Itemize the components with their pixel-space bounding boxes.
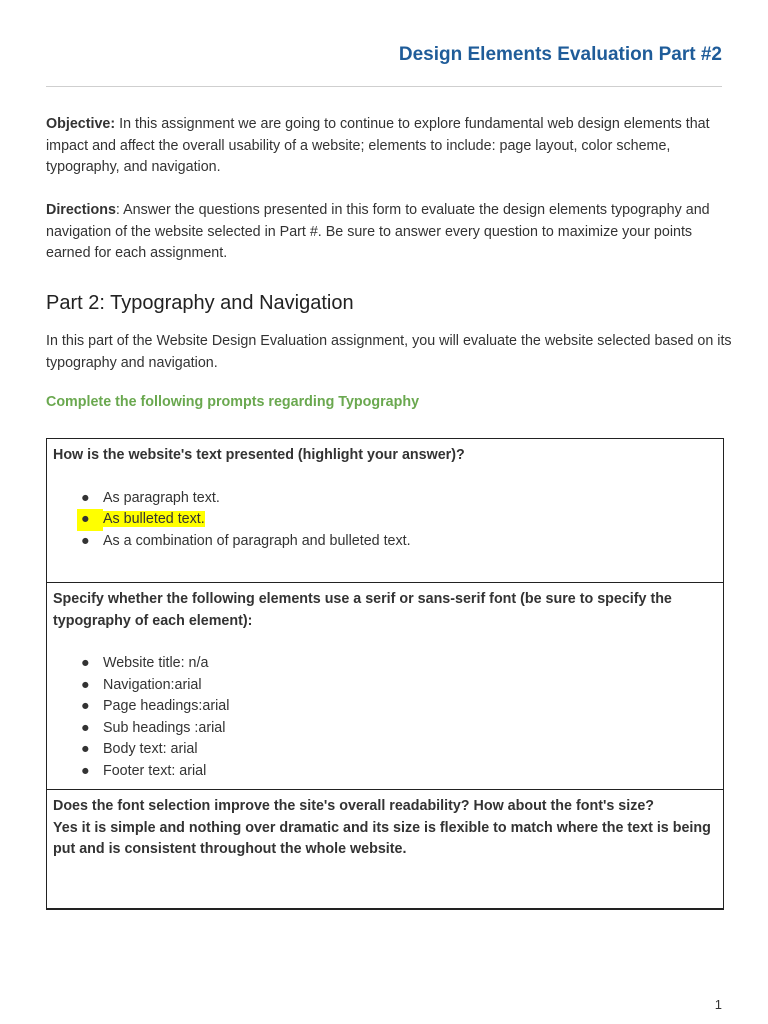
q1-option-1: ● As paragraph text. xyxy=(77,488,717,510)
objective-paragraph xyxy=(46,114,736,179)
header-divider xyxy=(46,86,722,87)
question-table xyxy=(46,438,724,910)
question-cell-1 xyxy=(47,439,723,582)
q2-item: ● Website title: n/a xyxy=(77,653,717,675)
bullet-icon: ● xyxy=(81,532,90,549)
q2-items-list xyxy=(53,653,717,782)
q2-item: ● Sub headings :arial xyxy=(77,718,717,740)
q2-item: ● Page headings:arial xyxy=(77,696,717,718)
bullet-icon: ● xyxy=(81,511,90,527)
directions-label: Directions xyxy=(46,202,116,218)
bullet-icon: ● xyxy=(81,655,90,671)
q2-item: ● Body text: arial xyxy=(77,739,717,761)
q1-option-3: ● As a combination of paragraph and bulleted text. xyxy=(77,531,717,553)
question-3: Does the font selection improve the site's overall readability? How about the font's size? Yes it is simple and nothing over dramatic and its size is flexible to match where the text is being put and is consistent throughout the whole website. xyxy=(53,798,711,857)
directions-text: : Answer the questions presented in this form to evaluate the design elements typography and navigation of the website selected in Part #. Be sure to answer every question to maximize your points earned for each assignment. xyxy=(46,202,710,261)
question-2: Specify whether the following elements use a serif or sans-serif font (be sure to specify the typography of each element): xyxy=(53,591,672,629)
part-intro: In this part of the Website Design Evaluation assignment, you will evaluate the website selected based on its typography and navigation. xyxy=(46,333,732,371)
document-title: Design Elements Evaluation Part #2 xyxy=(398,44,722,65)
bullet-icon: ● xyxy=(81,762,90,779)
objective-label: Objective: xyxy=(46,116,116,132)
bullet-icon: ● xyxy=(81,719,90,736)
q1-option-2-highlighted: ● As bulleted text. xyxy=(77,509,717,531)
question-1: How is the website's text presented (highlight your answer)? xyxy=(53,447,465,463)
part-heading: Part 2: Typography and Navigation xyxy=(46,292,354,314)
bullet-icon: ● xyxy=(81,741,90,757)
directions-paragraph xyxy=(46,200,736,265)
objective-text: In this assignment we are going to continue to explore fundamental web design elements that impact and affect the overall usability of a website; elements to include: page layout, color scheme, typography, and navigation. xyxy=(46,116,710,175)
page-number: 1 xyxy=(714,997,722,1012)
bullet-icon: ● xyxy=(81,676,90,693)
question-cell-3 xyxy=(47,789,723,908)
bullet-icon: ● xyxy=(81,489,90,506)
q2-item: ● Footer text: arial xyxy=(77,761,717,783)
question-cell-2 xyxy=(47,582,723,789)
prompt-heading: Complete the following prompts regarding Typography xyxy=(46,394,420,410)
bullet-icon: ● xyxy=(81,698,90,714)
q1-options-list xyxy=(53,488,717,553)
answer-3: Yes it is simple and nothing over dramatic and its size is flexible to match where the text is being put and is consistent throughout the whole website. xyxy=(53,819,711,857)
q2-item: ● Navigation:arial xyxy=(77,675,717,697)
